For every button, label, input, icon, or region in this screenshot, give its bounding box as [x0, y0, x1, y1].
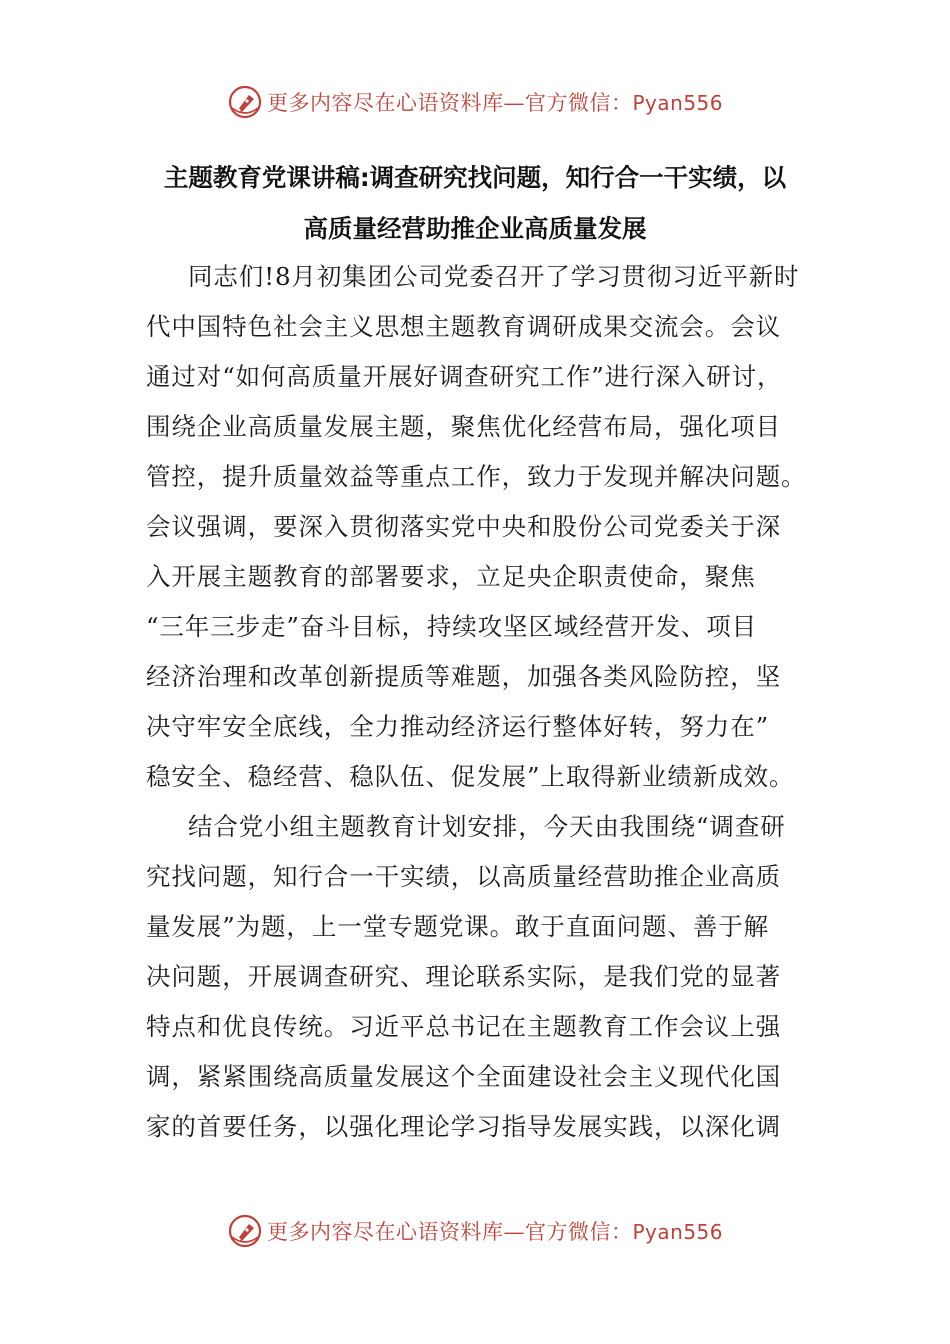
text-line: 管控，提升质量效益等重点工作，致力于发现并解决问题。 [146, 462, 807, 491]
text-line: 量发展”为题，上一堂专题党课。敢于直面问题、善于解 [146, 912, 770, 941]
title-line-1: 主题教育党课讲稿:调查研究找问题，知行合一干实绩，以 [163, 163, 787, 192]
footer-wechat-id: Pyan556 [632, 1220, 723, 1244]
text-line: “三年三步走”奋斗目标，持续攻坚区域经营开发、项目 [146, 612, 758, 641]
text-line: 通过对“如何高质量开展好调查研究工作”进行深入研讨， [146, 362, 783, 391]
text-line: 究找问题，知行合一干实绩，以高质量经营助推企业高质 [146, 862, 781, 891]
header-wechat-id: Pyan556 [632, 91, 723, 115]
text-line: 决问题，开展调查研究、理论联系实际，是我们党的显著 [146, 962, 781, 991]
pen-nib-logo-icon [227, 1213, 263, 1249]
paragraph-2 [146, 802, 816, 1152]
text-line: 经济治理和改革创新提质等难题，加强各类风险防控，坚 [146, 662, 781, 691]
text-line: 围绕企业高质量发展主题，聚焦优化经营布局，强化项目 [146, 412, 781, 441]
text-line: 家的首要任务，以强化理论学习指导发展实践，以深化调 [146, 1112, 781, 1141]
footer-banner [0, 1209, 950, 1253]
document-title [120, 152, 830, 254]
title-line-2: 高质量经营助推企业高质量发展 [303, 214, 647, 243]
text-line: 入开展主题教育的部署要求，立足央企职责使命，聚焦 [146, 562, 756, 591]
text-line: 会议强调，要深入贯彻落实党中央和股份公司党委关于深 [146, 512, 781, 541]
text-line: 稳安全、稳经营、稳队伍、促发展”上取得新业绩新成效。 [146, 762, 795, 791]
header-banner [0, 80, 950, 124]
text-line: 结合党小组主题教育计划安排，今天由我围绕“调查研 [188, 812, 786, 841]
text-line: 代中国特色社会主义思想主题教育调研成果交流会。会议 [146, 312, 781, 341]
text-line: 调，紧紧围绕高质量发展这个全面建设社会主义现代化国 [146, 1062, 781, 1091]
pen-nib-logo-icon [227, 84, 263, 120]
footer-banner-text: 更多内容尽在心语资料库—官方微信：Pyan556 [266, 1220, 723, 1244]
text-line: 同志们!8月初集团公司党委召开了学习贯彻习近平新时 [188, 262, 800, 291]
document-body [146, 252, 816, 1152]
text-line: 特点和优良传统。习近平总书记在主题教育工作会议上强 [146, 1012, 781, 1041]
text-line: 决守牢安全底线，全力推动经济运行整体好转，努力在” [146, 712, 770, 741]
header-banner-text: 更多内容尽在心语资料库—官方微信：Pyan556 [266, 91, 723, 115]
paragraph-1 [146, 252, 816, 802]
